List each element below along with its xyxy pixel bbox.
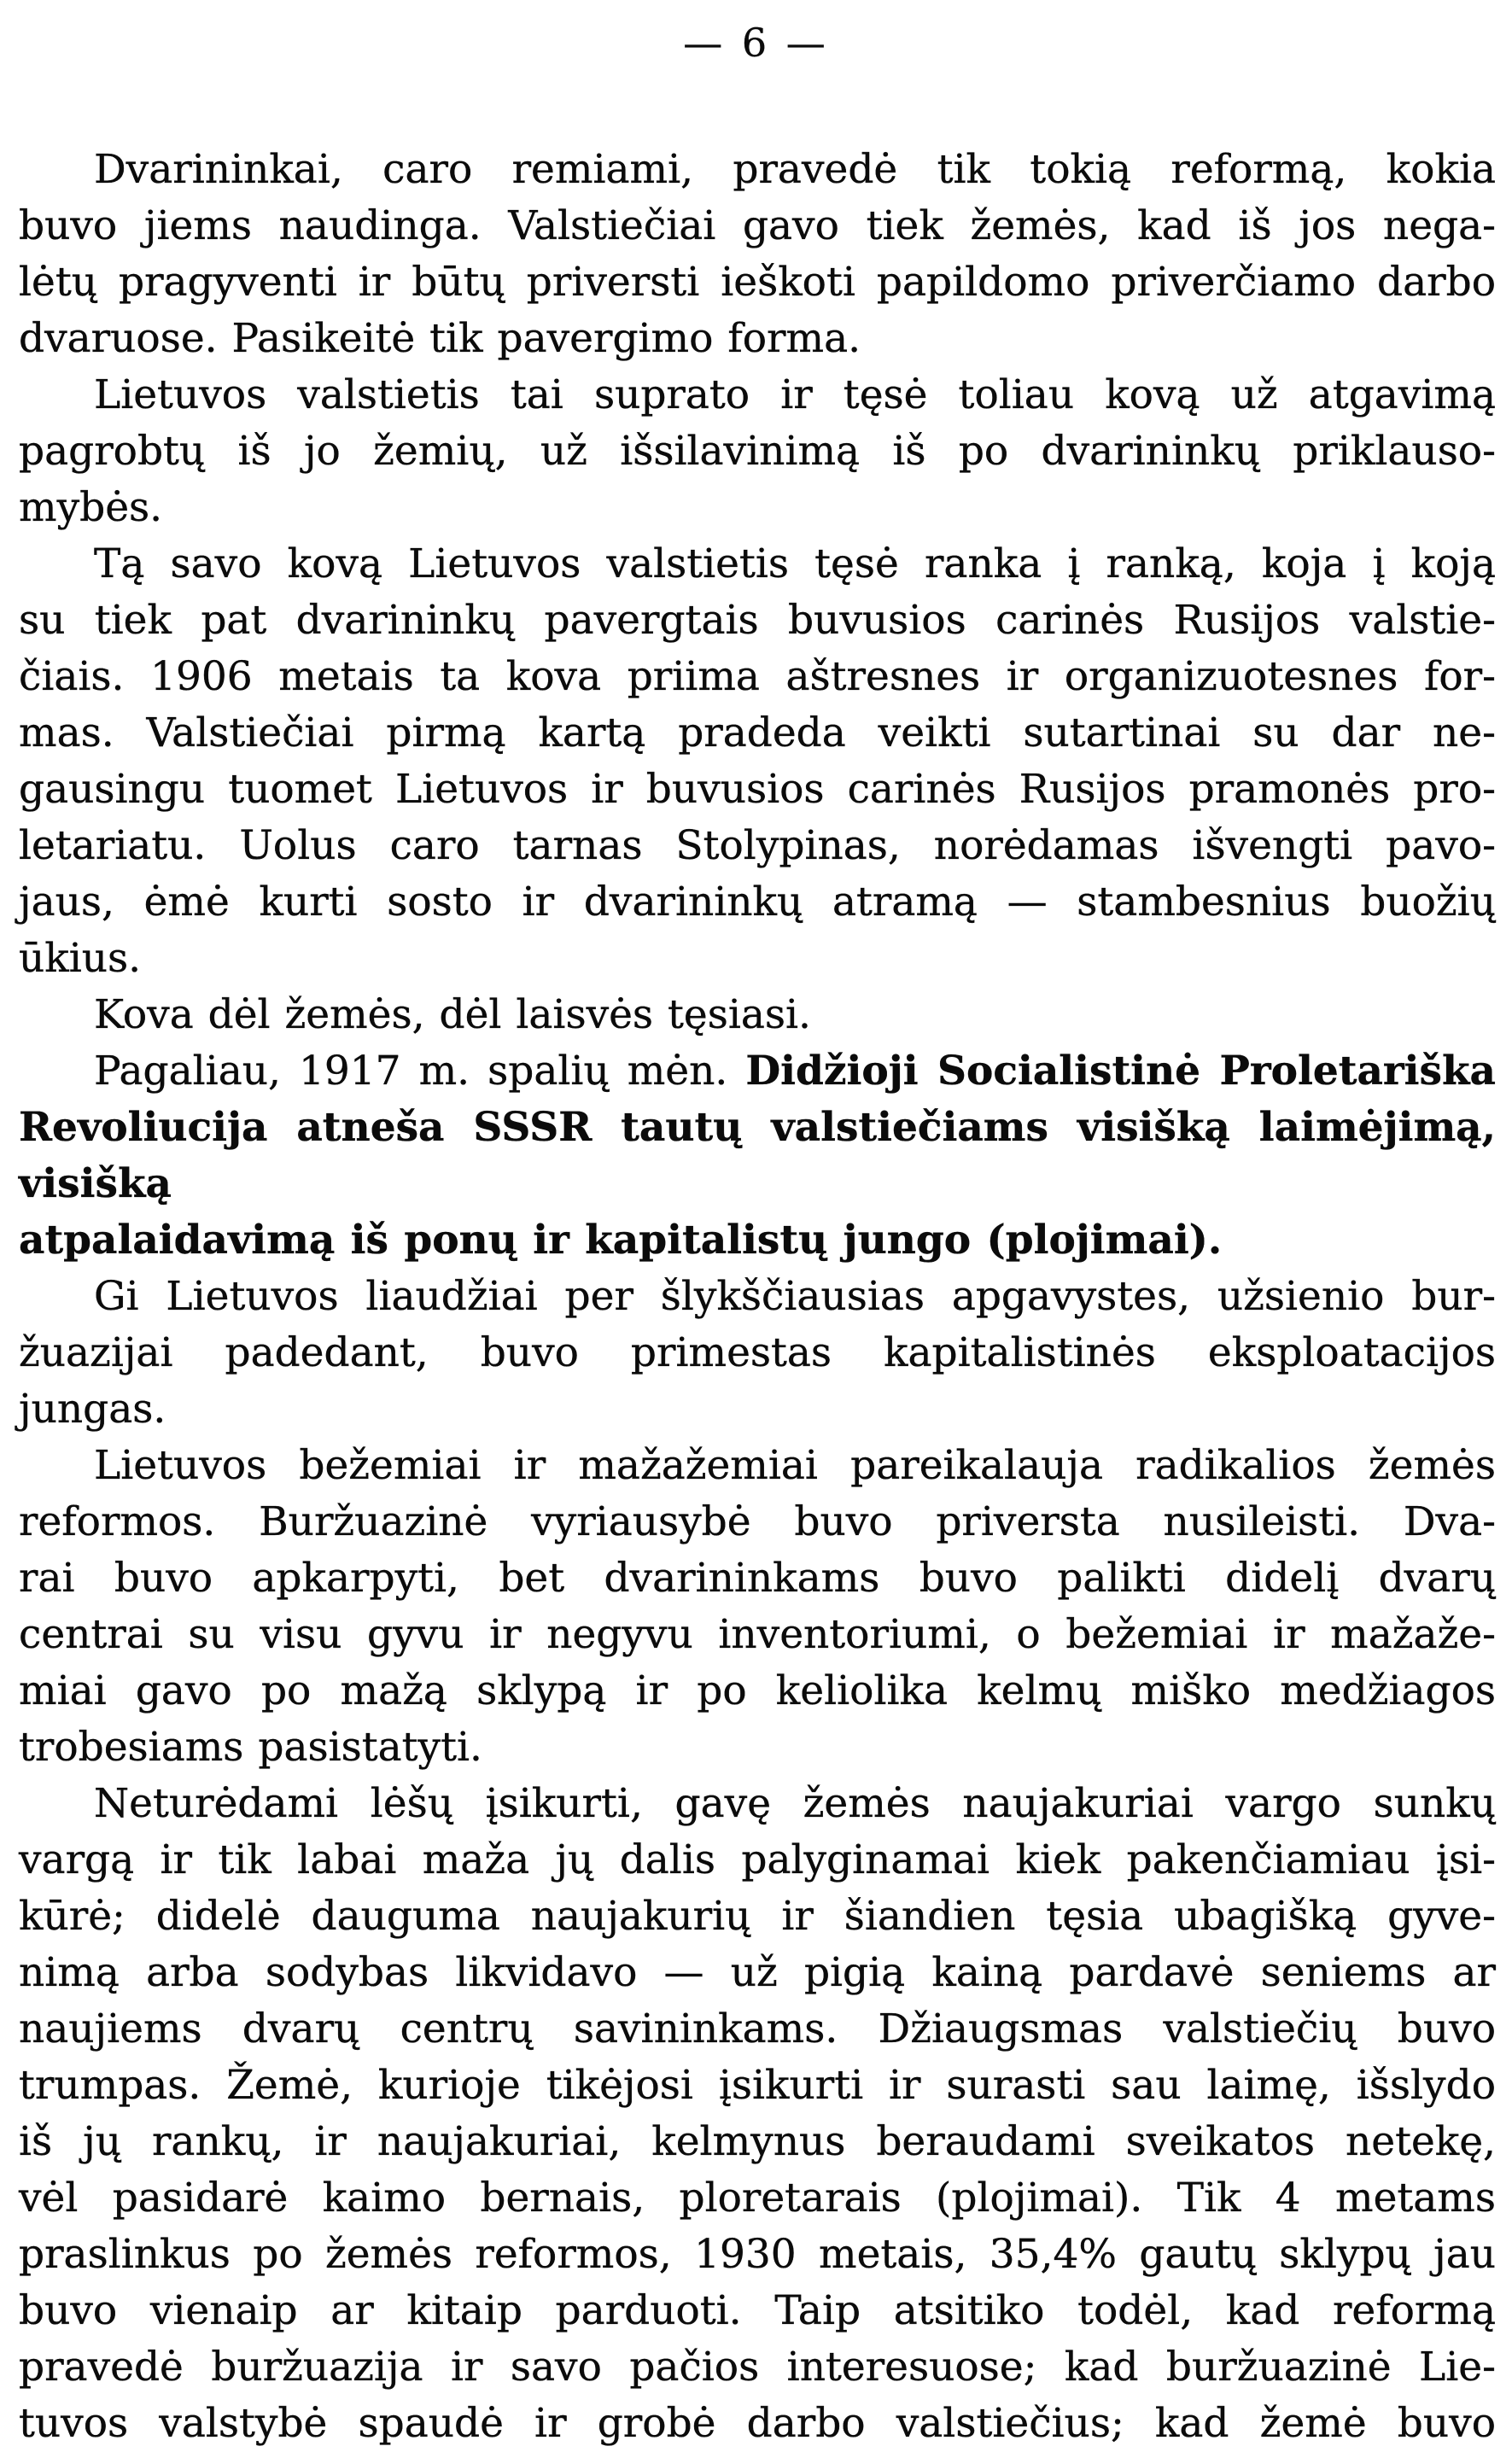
text-line: ūkius.	[19, 935, 142, 982]
text-line: reformos. Buržuazinė vyriausybė buvo priversta nusileisti. Dva-	[19, 1498, 1496, 1545]
text-line: buvo vienaip ar kitaip parduoti. Taip atsitiko todėl, kad reformą	[19, 2287, 1496, 2334]
text-line: su tiek pat dvarininkų pavergtais buvusios carinės Rusijos valstie-	[19, 597, 1496, 644]
text-line: kūrė; didelė dauguma naujakurių ir šiandien tęsia ubagišką gyve-	[19, 1893, 1496, 1940]
text-line: Neturėdami lėšų įsikurti, gavę žemės naujakuriai vargo sunkų	[94, 1780, 1496, 1827]
text-line: centrai su visu gyvu ir negyvu inventoriumi, o bežemiai ir mažaže-	[19, 1611, 1496, 1658]
text-line: Gi Lietuvos liaudžiai per šlykščiausias apgavystes, užsienio bur-	[94, 1273, 1496, 1320]
text-line: miai gavo po mažą sklypą ir po keliolika kelmų miško medžiagos	[19, 1667, 1496, 1714]
text-line: vėl pasidarė kaimo bernais, ploretarais (plojimai). Tik 4 metams	[19, 2175, 1496, 2221]
text-line: mybės.	[19, 484, 163, 531]
emphasized-text-run: Didžioji Socialistinė Proletariška	[745, 1048, 1497, 1095]
text-line: praslinkus po žemės reformos, 1930 metais, 35,4% gautų sklypų jau	[19, 2231, 1496, 2278]
text-line: letariatu. Uolus caro tarnas Stolypinas, norėdamas išvengti pavo-	[19, 822, 1496, 869]
page-number: — 6 —	[683, 20, 829, 66]
text-line: Tą savo kovą Lietuvos valstietis tęsė ranka į ranką, koja į koją	[94, 540, 1496, 587]
text-line: dvaruose. Pasikeitė tik pavergimo forma.	[19, 315, 861, 362]
text-line: rai buvo apkarpyti, bet dvarininkams buvo palikti didelį dvarų	[19, 1555, 1496, 1602]
text-line: mas. Valstiečiai pirmą kartą pradeda veikti sutartinai su dar ne-	[19, 709, 1496, 756]
text-line: čiais. 1906 metais ta kova priima aštresnes ir organizuotesnes for-	[19, 653, 1496, 700]
text-line: jaus, ėmė kurti sosto ir dvarininkų atramą — stambesnius buožių	[19, 879, 1496, 925]
text-line: pravedė buržuazija ir savo pačios interesuose; kad buržuazinė Lie-	[19, 2344, 1496, 2391]
text-line: trobesiams pasistatyti.	[19, 1724, 482, 1771]
text-line: Lietuvos valstietis tai suprato ir tęsė toliau kovą už atgavimą	[94, 371, 1496, 418]
text-run: Pagaliau, 1917 m. spalių mėn.	[94, 1048, 746, 1095]
text-line: atpalaidavimą iš ponų ir kapitalistų jungo (plojimai).	[19, 1217, 1223, 1264]
text-line: iš jų rankų, ir naujakuriai, kelmynus beraudami sveikatos netekę,	[19, 2118, 1496, 2165]
text-line	[19, 1043, 1496, 1100]
text-line: Kova dėl žemės, dėl laisvės tęsiasi.	[94, 991, 811, 1038]
text-body	[19, 142, 1496, 2452]
text-line: jungas.	[19, 1386, 166, 1433]
text-line: Lietuvos bežemiai ir mažažemiai pareikalauja radikalios žemės	[94, 1442, 1496, 1489]
text-line: lėtų pragyventi ir būtų priversti ieškoti papildomo priverčiamo darbo	[19, 259, 1496, 306]
text-line: gausingu tuomet Lietuvos ir buvusios carinės Rusijos pramonės pro-	[19, 766, 1496, 813]
text-line: naujiems dvarų centrų savininkams. Džiaugsmas valstiečių buvo	[19, 2005, 1496, 2052]
text-line: pagrobtų iš jo žemių, už išsilavinimą iš po dvarininkų priklauso-	[19, 428, 1496, 475]
text-line: žuazijai padedant, buvo primestas kapitalistinės eksploatacijos	[19, 1329, 1496, 1376]
text-line: trumpas. Žemė, kurioje tikėjosi įsikurti ir surasti sau laimę, išslydo	[19, 2062, 1496, 2109]
text-line: buvo jiems naudinga. Valstiečiai gavo tiek žemės, kad iš jos nega-	[19, 202, 1496, 249]
text-line: Dvarininkai, caro remiami, pravedė tik tokią reformą, kokia	[94, 146, 1496, 193]
text-line: tuvos valstybė spaudė ir grobė darbo valstiečius; kad žemė buvo	[19, 2400, 1496, 2447]
text-line: Revoliucija atneša SSSR tautų valstiečiams visišką laimėjimą, visišką	[19, 1104, 1496, 1207]
text-line: nimą arba sodybas likvidavo — už pigią kainą pardavė seniems ar	[19, 1949, 1496, 1996]
text-line: vargą ir tik labai maža jų dalis palyginamai kiek pakenčiamiau įsi-	[19, 1836, 1496, 1883]
